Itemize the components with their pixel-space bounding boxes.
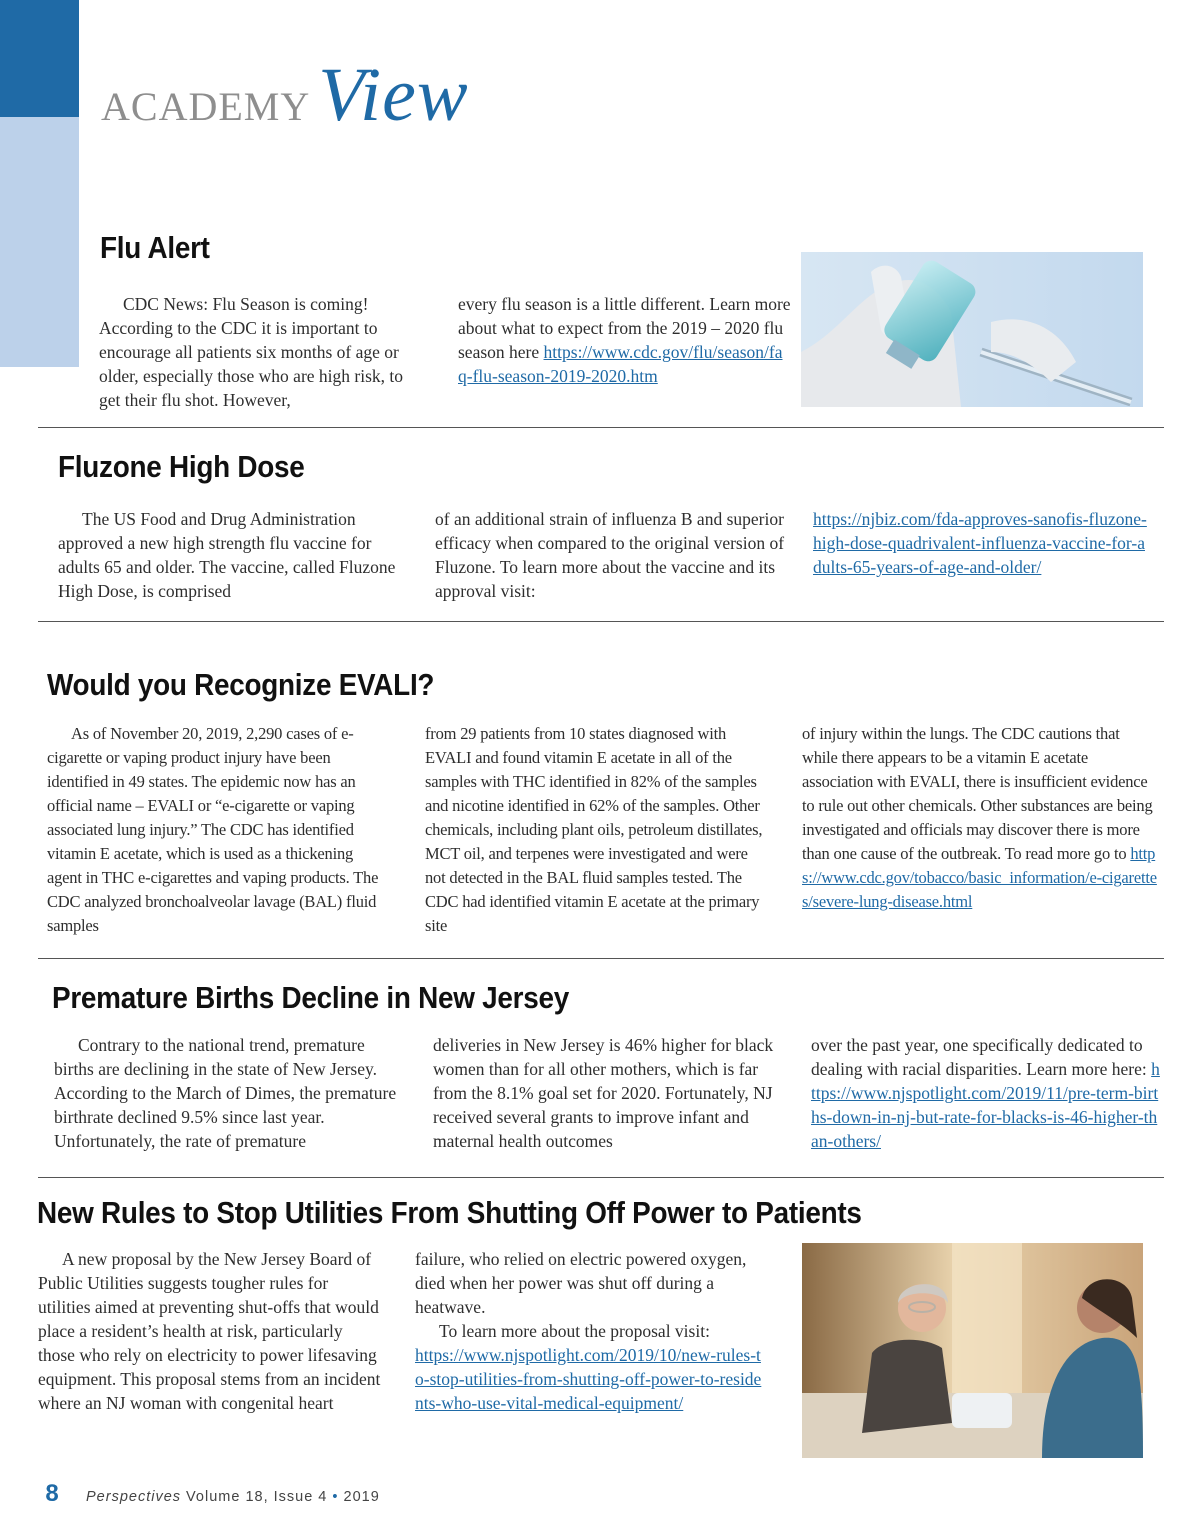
masthead-view: View: [318, 53, 469, 137]
section-divider: [38, 427, 1164, 428]
footer-issue: Volume 18, Issue 4: [186, 1489, 328, 1505]
footer-publication: Perspectives: [86, 1489, 182, 1505]
footer-text: [86, 1489, 380, 1505]
headline-evali: Would you Recognize EVALI?: [47, 667, 435, 702]
evali-col2: from 29 patients from 10 states diagnosed with EVALI and found vitamin E acetate in all of the samples with THC identified in 82% of the samples and nicotine identified in 62% of the samples. Other chemicals, including plant oils, petroleum distillates, MCT oil, and terpenes were investigated and were not detected in the BAL fluid samples tested. The CDC had identified vitamin E acetate at the primary site: [425, 724, 763, 935]
fluzone-col3: [813, 507, 1148, 579]
headline-premature: Premature Births Decline in New Jersey: [52, 980, 569, 1015]
headline-utilities: New Rules to Stop Utilities From Shutting Off Power to Patients: [37, 1195, 862, 1230]
masthead-accent-bar-light: [0, 117, 79, 367]
utilities-col2-para2: To learn more about the proposal visit:: [439, 1321, 710, 1341]
premature-col1: Contrary to the national trend, premature births are declining in the state of New Jersey. According to the March of Dimes, the premature birthrate declined 9.5% since last year. Unfortunately, the rate of premature: [54, 1035, 397, 1151]
page-number: 8: [45, 1480, 59, 1507]
utilities-col2-para1: failure, who relied on electric powered oxygen, died when her power was shut off during a heatwave.: [415, 1249, 747, 1317]
masthead-academy: ACADEMY: [101, 84, 311, 129]
utilities-link[interactable]: https://www.njspotlight.com/2019/10/new-rules-to-stop-utilities-from-shutting-off-power-to-residents-who-use-vital-medical-equipment/: [415, 1345, 762, 1413]
premature-col2: deliveries in New Jersey is 46% higher for black women than for all other mothers, which is far from the 8.1% goal set for 2020. Fortunately, NJ received several grants to improve infant and maternal health outcomes: [433, 1035, 774, 1151]
fluzone-col2: of an additional strain of influenza B and superior efficacy when compared to the original version of Fluzone. To learn more about the vaccine and its approval visit:: [435, 509, 785, 601]
headline-fluzone: Fluzone High Dose: [58, 449, 305, 484]
masthead-accent-bar: [0, 0, 79, 117]
flu-alert-col1: CDC News: Flu Season is coming! According to the CDC it is important to encourage all patients six months of age or older, especially those who are high risk, to get their flu shot. However,: [99, 294, 404, 410]
section-divider: [38, 1177, 1164, 1178]
evali-col1: As of November 20, 2019, 2,290 cases of e-cigarette or vaping product injury have been identified in 49 states. The epidemic now has an official name – EVALI or “e-cigarette or vaping associated lung injury.” The CDC has identified vitamin E acetate, which is used as a thickening agent in THC e-cigarettes and vaping products. The CDC analyzed bronchoalveolar lavage (BAL) fluid samples: [47, 724, 379, 935]
page-footer: [22, 1480, 380, 1508]
masthead: [101, 52, 469, 139]
vaccine-vial-syringe-photo: [801, 252, 1143, 407]
patient-oxygen-nurse-photo: [802, 1243, 1143, 1458]
fluzone-col1: The US Food and Drug Administration approved a new high strength flu vaccine for adults 65 and older. The vaccine, called Fluzone High Dose, is comprised: [58, 509, 396, 601]
flu-season-link[interactable]: https://www.cdc.gov/flu/season/faq-flu-season-2019-2020.htm: [458, 342, 783, 386]
section-divider: [38, 958, 1164, 959]
headline-flu-alert: Flu Alert: [100, 230, 210, 265]
footer-bullet: •: [332, 1489, 339, 1505]
flu-alert-col2: every flu season is a little different. Learn more about what to expect from the 2019 – 2020 flu season here https://www.cdc.gov/flu/season/faq-flu-season-2019-2020.htm: [458, 294, 791, 386]
evali-link[interactable]: https://www.cdc.gov/tobacco/basic_information/e-cigarettes/severe-lung-disease.html: [802, 844, 1157, 911]
premature-col3: over the past year, one specifically dedicated to dealing with racial disparities. Learn more here: https://www.njspotlight.com/2019/11/pre-term-births-down-in-nj-but-rate-for-blacks-is-46-higher-than-others/: [811, 1035, 1160, 1151]
premature-link[interactable]: https://www.njspotlight.com/2019/11/pre-term-births-down-in-nj-but-rate-for-blacks-is-46-higher-than-others/: [811, 1059, 1160, 1151]
footer-year: 2019: [343, 1489, 380, 1505]
utilities-col1: A new proposal by the New Jersey Board of Public Utilities suggests tougher rules for utilities aimed at preventing shut-offs that would place a resident’s health at risk, particularly those who rely on electricity to power lifesaving equipment. This proposal stems from an incident where an NJ woman with congenital heart: [38, 1249, 381, 1413]
fluzone-link[interactable]: https://njbiz.com/fda-approves-sanofis-fluzone-high-dose-quadrivalent-influenza-vaccine-for-adults-65-years-of-age-and-older/: [813, 509, 1147, 577]
utilities-col2: [415, 1247, 765, 1415]
evali-col3: of injury within the lungs. The CDC cautions that while there appears to be a vitamin E acetate association with EVALI, there is insufficient evidence to rule out other chemicals. Other substances are being investigated and officials may discover there is more than one cause of the outbreak. To read more go to https://www.cdc.gov/tobacco/basic_information/e-cigarettes/severe-lung-disease.html: [802, 724, 1157, 911]
section-divider: [38, 621, 1164, 622]
